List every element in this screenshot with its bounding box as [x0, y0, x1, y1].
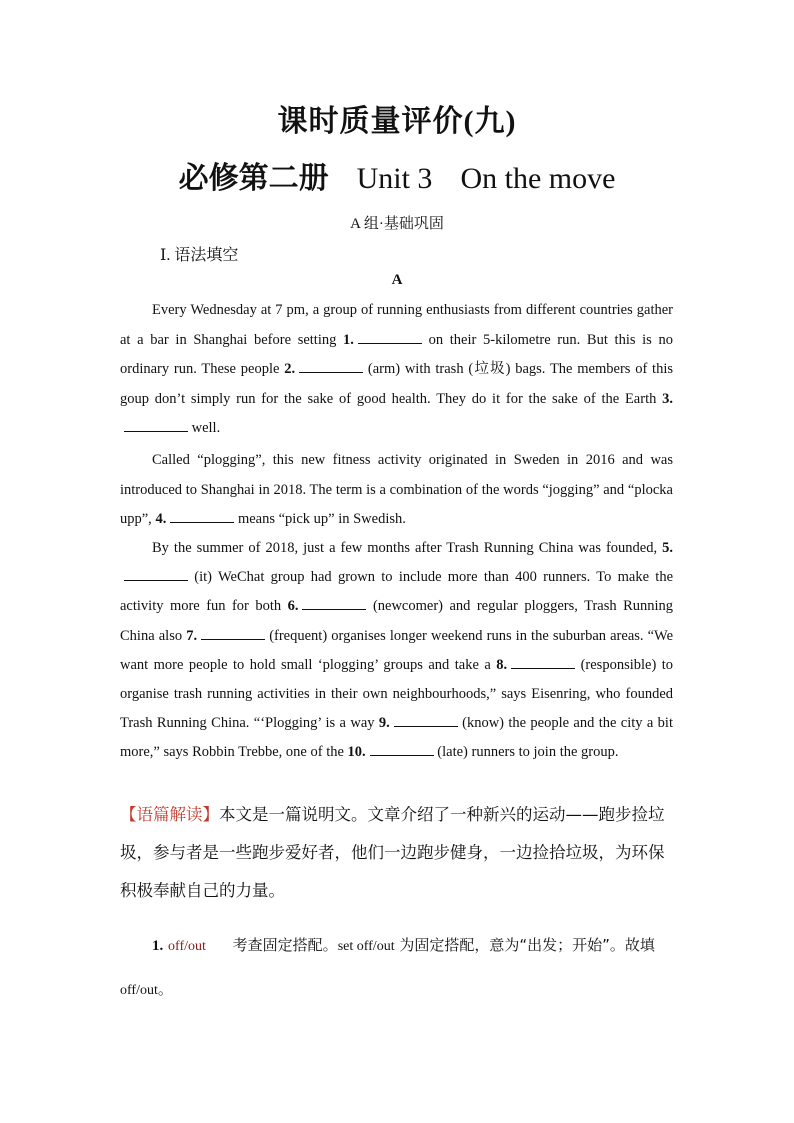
- blank-number: 2.: [284, 361, 296, 378]
- explanation-phrase: set off/out: [337, 939, 395, 954]
- paragraph-text: well.: [191, 420, 221, 437]
- answer-blank[interactable]: [201, 625, 265, 640]
- explanation-fill: off/out: [120, 983, 158, 998]
- blank-number: 6.: [287, 598, 299, 615]
- paragraph-2: [120, 446, 673, 535]
- subtitle-book: 必修第二册: [178, 162, 329, 195]
- blank-number: 10.: [347, 744, 366, 761]
- paragraph-text: (arm) with trash (垃圾) bags. The members of this goup don’t simply run for the sake of good health. They do it for the sake of the Earth: [120, 361, 673, 407]
- blank-number: 3.: [662, 390, 673, 407]
- subtitle-topic: On the move: [460, 162, 616, 195]
- answer-blank[interactable]: [511, 654, 575, 669]
- paragraph-1: [120, 296, 673, 444]
- explanation-text: 为固定搭配，意为“出发；开始”。故填: [399, 936, 655, 954]
- answer-blank[interactable]: [299, 358, 363, 373]
- paragraph-text: (it) WeChat group had grown to include more than 400 runners. To make the activity more fun for both: [120, 569, 674, 615]
- answer-blank[interactable]: [170, 508, 234, 523]
- paragraph-text: means “pick up” in Swedish.: [237, 511, 406, 528]
- paragraph-text: (newcomer) and regular ploggers, Trash Running China also: [120, 598, 674, 644]
- answer-key: off/out: [168, 939, 206, 954]
- answer-blank[interactable]: [358, 329, 422, 344]
- group-heading: A 组·基础巩固: [350, 216, 444, 232]
- subtitle-unit: Unit 3: [356, 162, 433, 195]
- paragraph-text: Called “plogging”, this new fitness activity originated in Sweden in 2016 and was introduced to Shanghai in 2018. The term is a combination of the words “jogging” and “plocka upp”,: [120, 452, 673, 528]
- answer-blank[interactable]: [124, 417, 188, 432]
- blank-number: 9.: [378, 715, 390, 732]
- passage-label: A: [391, 272, 403, 288]
- answer-number: 1.: [152, 938, 164, 954]
- page-title: 课时质量评价(九): [277, 105, 517, 138]
- blank-number: 7.: [186, 627, 198, 644]
- explanation-end: 。: [157, 980, 173, 998]
- paragraph-text: (frequent) organises longer weekend runs in the suburban areas. “We want more people to hold small ‘plogging’ groups and take a: [120, 627, 674, 673]
- explanation-text: 考查固定搭配。: [232, 936, 338, 954]
- paragraph-text: (know) the people and the city a bit more,” says Robbin Trebbe, one of the: [120, 715, 673, 761]
- passage-analysis: [120, 796, 675, 910]
- paragraph-text: (late) runners to join the group.: [437, 744, 619, 761]
- section-heading: Ⅰ. 语法填空: [160, 247, 239, 264]
- blank-number: 1.: [343, 331, 354, 348]
- answer-blank[interactable]: [124, 566, 188, 581]
- blank-number: 5.: [662, 540, 674, 556]
- blank-number: 4.: [155, 511, 167, 528]
- answer-blank[interactable]: [394, 712, 458, 727]
- paragraph-text: (responsible) to organise trash running activities in their own neighbourhoods,” says Eisenring, who founded Trash Running China. “‘Plogging’ is a way: [120, 656, 674, 732]
- answer-blank[interactable]: [302, 595, 366, 610]
- answer-blank[interactable]: [370, 741, 434, 756]
- paragraph-text: on their 5-kilometre run. But this is no ordinary run. These people: [120, 331, 673, 378]
- page-subtitle: [0, 153, 794, 197]
- blank-number: 8.: [496, 656, 508, 673]
- answer-explanation-1: [120, 924, 675, 1012]
- paragraph-text: Every Wednesday at 7 pm, a group of running enthusiasts from different countries gather at a bar in Shanghai before setting: [120, 302, 673, 348]
- paragraph-text: By the summer of 2018, just a few months after Trash Running China was founded,: [152, 540, 658, 556]
- paragraph-3: [120, 534, 673, 768]
- analysis-text: 本文是一篇说明文。文章介绍了一种新兴的运动——跑步捡垃圾，参与者是一些跑步爱好者，他们一边跑步健身，一边捡拾垃圾，为环保积极奉献自己的力量。: [120, 805, 665, 900]
- analysis-tag: 【语篇解读】: [120, 805, 219, 824]
